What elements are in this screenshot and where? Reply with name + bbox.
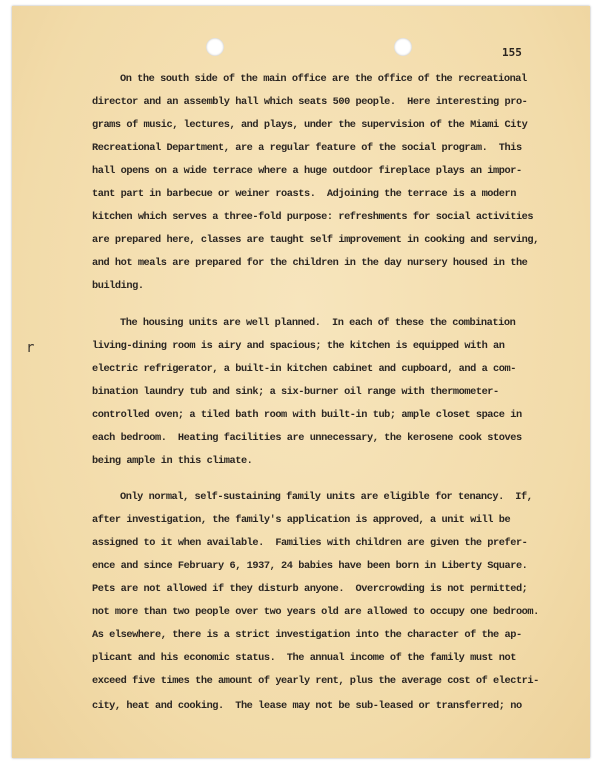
paragraph-2-line-6: each bedroom. Heating facilities are unnecessary, the kerosene cook stoves [92, 432, 522, 444]
paragraph-2-line-1: The housing units are well planned. In each of these the combination [120, 317, 516, 329]
document-page [12, 6, 590, 758]
paragraph-3-line-4: ence and since February 6, 1937, 24 babies have been born in Liberty Square. [92, 560, 528, 572]
paragraph-1-line-4: Recreational Department, are a regular feature of the social program. This [92, 142, 522, 154]
paragraph-2-line-3: electric refrigerator, a built-in kitchen cabinet and cupboard, and a com- [92, 363, 516, 375]
paragraph-3-line-9: exceed five times the amount of yearly rent, plus the average cost of electri- [92, 675, 539, 687]
paragraph-2-line-5: controlled oven; a tiled bath room with built-in tub; ample closet space in [92, 409, 522, 421]
paragraph-1-line-6: tant part in barbecue or weiner roasts. Adjoining the terrace is a modern [92, 188, 516, 200]
paragraph-1-line-1: On the south side of the main office are the office of the recreational [120, 73, 527, 85]
paragraph-2-line-7: being ample in this climate. [92, 455, 253, 467]
paragraph-1-line-9: and hot meals are prepared for the children in the day nursery housed in the [92, 257, 528, 269]
paragraph-3-line-3: assigned to it when available. Families with children are given the prefer- [92, 537, 528, 549]
paragraph-3-line-5: Pets are not allowed if they disturb anyone. Overcrowding is not permitted; [92, 583, 528, 595]
paragraph-1-line-3: grams of music, lectures, and plays, under the supervision of the Miami City [92, 119, 528, 131]
paragraph-2-line-4: bination laundry tub and sink; a six-burner oil range with thermometer- [92, 386, 499, 398]
punch-hole-left [206, 38, 224, 56]
paragraph-3-line-7: As elsewhere, there is a strict investigation into the character of the ap- [92, 629, 522, 641]
paragraph-3-line-1: Only normal, self-sustaining family units are eligible for tenancy. If, [120, 491, 533, 503]
paragraph-3-line-8: plicant and his economic status. The annual income of the family must not [92, 652, 516, 664]
paragraph-1-line-8: are prepared here, classes are taught self improvement in cooking and serving, [92, 234, 539, 246]
paragraph-1-line-5: hall opens on a wide terrace where a huge outdoor fireplace plays an impor- [92, 165, 522, 177]
paragraph-3-line-6: not more than two people over two years old are allowed to occupy one bedroom. [92, 606, 539, 618]
paragraph-1-line-2: director and an assembly hall which seats 500 people. Here interesting pro- [92, 96, 528, 108]
paragraph-2-line-2: living-dining room is airy and spacious; the kitchen is equipped with an [92, 340, 505, 352]
punch-hole-right [394, 38, 412, 56]
paragraph-1-line-7: kitchen which serves a three-fold purpose: refreshments for social activities [92, 211, 534, 223]
page-number: 155 [502, 46, 522, 59]
paragraph-3-line-10: city, heat and cooking. The lease may not be sub-leased or transferred; no [92, 700, 522, 712]
paragraph-1-line-10: building. [92, 280, 144, 292]
paragraph-3-line-2: after investigation, the family's application is approved, a unit will be [92, 514, 511, 526]
margin-mark: r [26, 340, 35, 356]
